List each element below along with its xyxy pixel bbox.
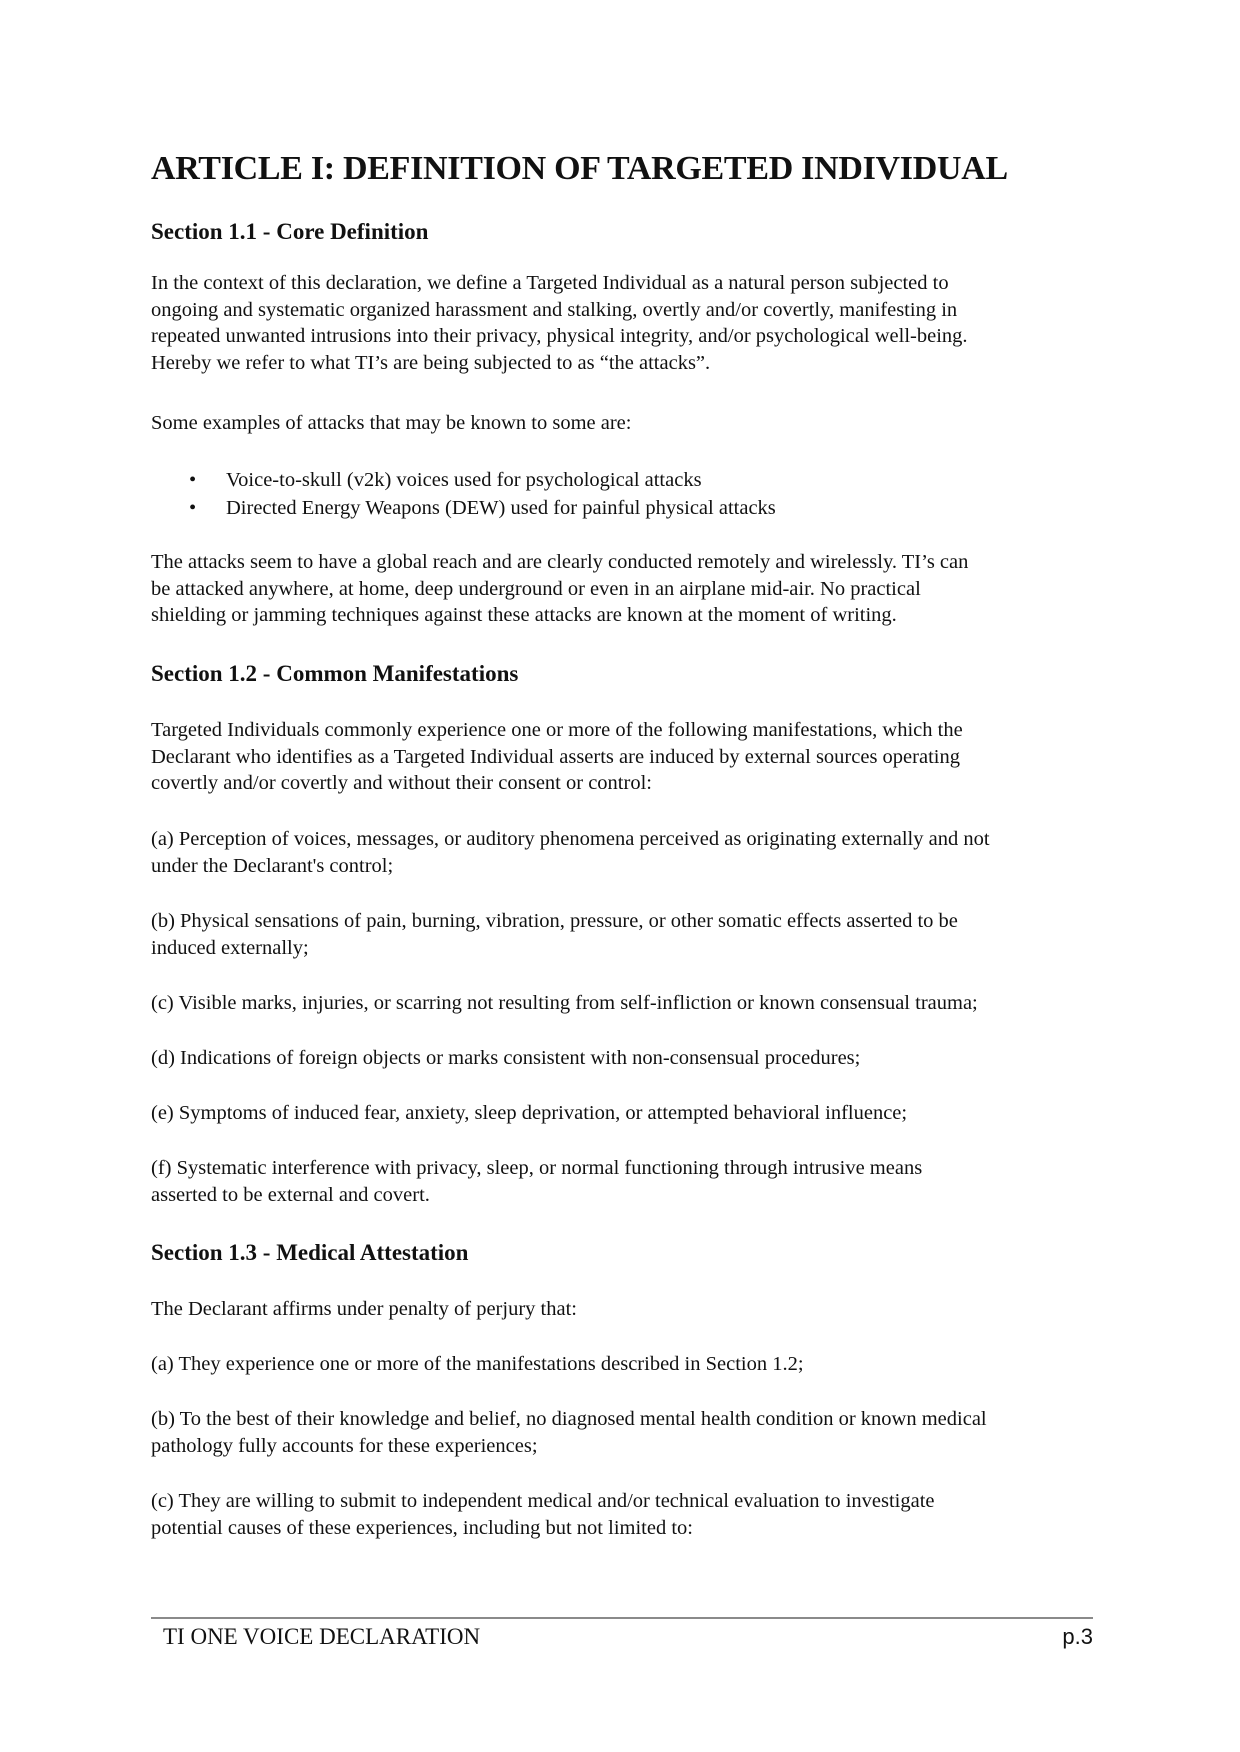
footer-divider <box>151 1617 1093 1619</box>
footer-document-title: TI ONE VOICE DECLARATION <box>163 1624 481 1649</box>
text-line: Targeted Individuals commonly experience one or more of the following manifestations, which the <box>151 719 963 741</box>
manifestation-item-e <box>151 1100 1111 1127</box>
text-line: (c) They are willing to submit to independent medical and/or technical evaluation to investigate <box>151 1490 935 1512</box>
attestation-item-b <box>151 1406 1111 1459</box>
text-line: (f) Systematic interference with privacy, sleep, or normal functioning through intrusive means <box>151 1157 923 1179</box>
manifestation-item-d <box>151 1045 1111 1072</box>
text-line: under the Declarant's control; <box>151 854 394 877</box>
section-1-1-heading: Section 1.1 - Core Definition <box>151 219 429 244</box>
section-1-2-heading: Section 1.2 - Common Manifestations <box>151 661 519 686</box>
attestation-item-a <box>151 1351 1111 1378</box>
attack-examples-list <box>151 466 776 522</box>
bullet-icon: • <box>189 469 197 491</box>
text-line: be attacked anywhere, at home, deep underground or even in an airplane mid-air. No practical <box>151 577 921 600</box>
manifestation-item-a <box>151 826 1111 879</box>
list-item-text: Directed Energy Weapons (DEW) used for painful physical attacks <box>226 497 776 519</box>
text-line: covertly and/or covertly and without their consent or control: <box>151 772 652 794</box>
manifestation-item-b <box>151 908 1111 961</box>
manifestation-item-c <box>151 990 1111 1017</box>
attestation-item-c <box>151 1488 1111 1541</box>
text-line: (a) Perception of voices, messages, or auditory phenomena perceived as originating externally and not <box>151 828 990 850</box>
text-line: (c) Visible marks, injuries, or scarring not resulting from self-infliction or known consensual trauma; <box>151 992 978 1014</box>
list-item <box>151 466 776 494</box>
text-line: pathology fully accounts for these experiences; <box>151 1434 538 1457</box>
manifestations-intro-paragraph <box>151 717 1111 797</box>
text-line: Declarant who identifies as a Targeted Individual asserts are induced by external sources operating <box>151 745 960 768</box>
text-line: (b) Physical sensations of pain, burning, vibration, pressure, or other somatic effects asserted to be <box>151 910 958 932</box>
text-line: Some examples of attacks that may be known to some are: <box>151 412 632 434</box>
list-item <box>151 494 776 522</box>
text-line: The attacks seem to have a global reach and are clearly conducted remotely and wirelessly. TI’s can <box>151 551 969 573</box>
page-number: p.3 <box>1062 1624 1093 1649</box>
bullet-icon: • <box>189 497 197 519</box>
list-item-text: Voice-to-skull (v2k) voices used for psychological attacks <box>226 469 702 491</box>
global-reach-paragraph <box>151 549 1111 629</box>
text-line: (e) Symptoms of induced fear, anxiety, sleep deprivation, or attempted behavioral influence; <box>151 1102 908 1124</box>
text-line: repeated unwanted intrusions into their privacy, physical integrity, and/or psychological well-being. <box>151 325 968 347</box>
text-line: induced externally; <box>151 936 309 959</box>
text-line: asserted to be external and covert. <box>151 1183 430 1206</box>
text-line: Hereby we refer to what TI’s are being subjected to as “the attacks”. <box>151 351 711 374</box>
text-line: The Declarant affirms under penalty of perjury that: <box>151 1298 577 1320</box>
text-line: (d) Indications of foreign objects or marks consistent with non-consensual procedures; <box>151 1047 861 1069</box>
article-title: ARTICLE I: DEFINITION OF TARGETED INDIVIDUAL <box>151 150 1008 187</box>
manifestation-item-f <box>151 1155 1111 1208</box>
core-definition-paragraph <box>151 270 1111 376</box>
attestation-intro <box>151 1296 1111 1323</box>
text-line: (a) They experience one or more of the manifestations described in Section 1.2; <box>151 1353 804 1375</box>
text-line: ongoing and systematic organized harassment and stalking, overtly and/or covertly, manifesting in <box>151 298 958 321</box>
text-line: (b) To the best of their knowledge and belief, no diagnosed mental health condition or known medical <box>151 1408 987 1430</box>
section-1-3-heading: Section 1.3 - Medical Attestation <box>151 1240 469 1265</box>
text-line: potential causes of these experiences, including but not limited to: <box>151 1516 693 1539</box>
text-line: shielding or jamming techniques against these attacks are known at the moment of writing. <box>151 604 897 626</box>
examples-intro <box>151 410 1111 437</box>
text-line: In the context of this declaration, we define a Targeted Individual as a natural person subjected to <box>151 272 949 294</box>
